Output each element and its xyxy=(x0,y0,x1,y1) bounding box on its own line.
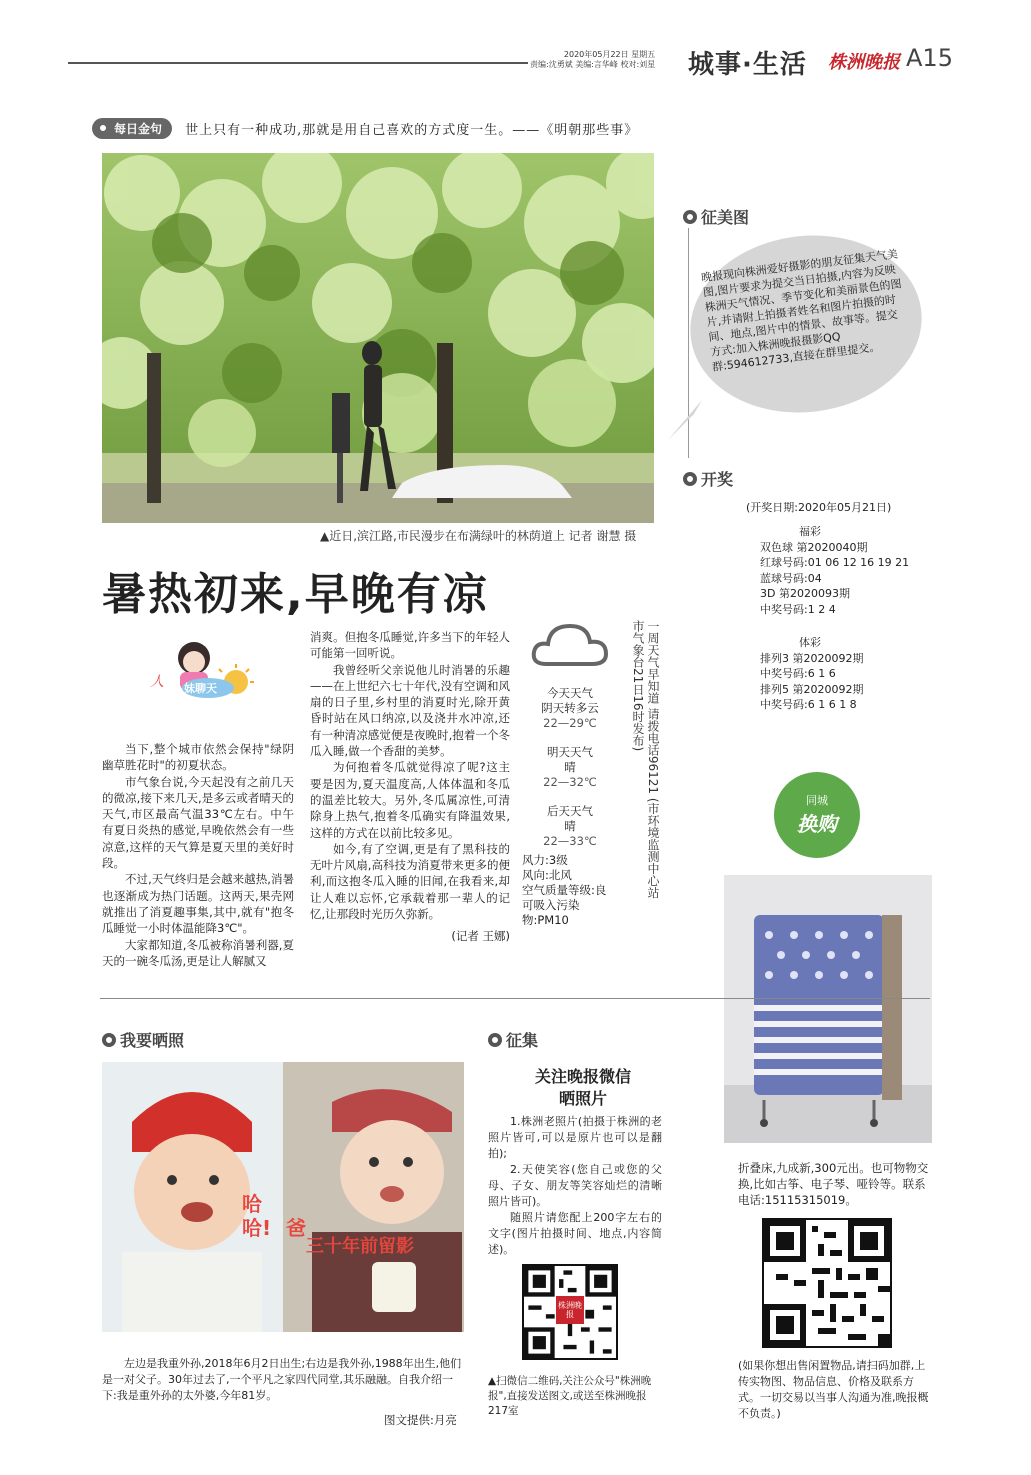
main-photo xyxy=(102,153,654,523)
share-photo-credit: 图文提供:月亮 xyxy=(384,1413,457,1427)
fucai-line: 双色球 第2020040期 xyxy=(760,540,868,554)
fucai-line: 中奖号码:1 2 4 xyxy=(760,602,836,616)
article-paragraph: 市气象台说,今天起没有之前几天的微凉,接下来几天,是多云或者晴天的天气,市区最高气温33℃左右。中午有夏日炎热的感觉,早晚依然会有一些凉意,这样的天气算是夏天里的美好时段。 xyxy=(102,774,294,871)
article-column-2 xyxy=(310,629,510,945)
ticai-line: 中奖号码:6 1 6 xyxy=(760,667,836,681)
zhengji-item: 1.株洲老照片(拍摄于株洲的老照片皆可,可以是原片也可以是翻拍); xyxy=(488,1115,662,1160)
kaijiang-heading xyxy=(683,467,733,490)
section-title: 城事·生活 xyxy=(688,50,807,80)
folding-bed-illustration xyxy=(724,875,932,1143)
column-badge-label: 妹聊天 xyxy=(184,682,217,695)
lottery-ticai xyxy=(760,635,930,713)
kaijiang-title: 开奖 xyxy=(701,470,734,489)
weather-hotline: 一周天气早知道 请拨电话96121 xyxy=(646,620,660,794)
weather-tomorrow-cond: 晴 xyxy=(564,760,576,774)
fucai-title: 福彩 xyxy=(799,525,821,538)
swap-badge xyxy=(774,772,860,858)
ticai-line: 中奖号码:6 1 6 1 8 xyxy=(760,698,857,712)
bubble-tail-icon xyxy=(664,400,704,440)
weather-source: (市环境监测中心站 市气象台21日16时发布) xyxy=(631,620,660,899)
page-number: A15 xyxy=(906,44,953,72)
weather-vertical-note xyxy=(620,620,660,900)
share-photo-heading xyxy=(102,1028,184,1051)
weather-box xyxy=(522,618,618,978)
zhengji-subtitle-2: 晒照片 xyxy=(558,1089,607,1108)
article-paragraph: 消爽。但抱冬瓜睡觉,许多当下的年轻人可能第一回听说。 xyxy=(310,630,510,661)
share-photo-caption: 左边是我重外孙,2018年6月2日出生;右边是我外孙,1988年出生,他们是一对父子。30年过去了,一个平凡之家四代同堂,其乐融融。自我介绍一下:我是重外孙的太外婆,今年81岁。 xyxy=(102,1357,462,1402)
section-divider xyxy=(100,998,930,999)
header-date: 2020年05月22日 星期五 xyxy=(563,50,656,59)
share-photo-image xyxy=(102,1062,464,1332)
lottery-fucai xyxy=(760,524,930,618)
zhengji-item: 2.天使笑容(您自己或您的父母、子女、朋友等笑容灿烂的清晰照片皆可)。 xyxy=(488,1163,662,1208)
weather-today-temp: 22—29℃ xyxy=(543,716,597,730)
article-paragraph: 为何抱着冬瓜就觉得凉了呢?这主要是因为,夏天温度高,人体体温和冬瓜的温差比较大。另外,冬瓜属凉性,可清除身上热气,抱着冬瓜确实有降温效果,这样的方式在以前比较多见。 xyxy=(310,760,510,840)
two-babies-illustration xyxy=(102,1062,464,1332)
daily-quote xyxy=(92,118,652,140)
weather-wind-force: 风力:3级 xyxy=(522,853,568,867)
section-dot-icon xyxy=(102,1033,116,1047)
zheng-meitu-text: 晚报现向株洲爱好摄影的朋友征集天气美图,图片要求为提交当日拍摄,内容为反映株洲天气情况、季节变化和美丽景色的图片,并请附上拍摄者姓名和图片拍摄的时间、地点,图片中的情景、故事等。提交方式:加入株洲晚报摄影QQ群:594612733,直接在群里提交。 xyxy=(700,247,903,374)
zhengji-title: 征集 xyxy=(506,1031,539,1050)
qr-code-group[interactable] xyxy=(762,1218,892,1348)
zhengji-heading xyxy=(488,1028,538,1051)
svg-text:人: 人 xyxy=(150,674,164,690)
wechat-qr-caption: ▲扫微信二维码,关注公众号"株洲晚报",直接发送图文,或送至株洲晚报217室 xyxy=(488,1375,652,1417)
overlay-dad: 爸 xyxy=(286,1216,306,1240)
ticai-line: 排列3 第2020092期 xyxy=(760,651,864,665)
folding-bed-photo xyxy=(724,875,932,1143)
weather-today-cond: 阴天转多云 xyxy=(541,701,599,715)
main-photo-caption: ▲近日,滨江路,市民漫步在布满绿叶的林荫道上 记者 谢慧 摄 xyxy=(320,529,637,543)
section-dot-icon xyxy=(683,210,697,224)
weather-wind-dir: 风向:北风 xyxy=(522,868,572,882)
column-badge xyxy=(146,636,256,708)
weather-pollutant: 可吸入污染物:PM10 xyxy=(522,898,580,927)
article-paragraph: 不过,天气终归是会越来越热,消暑也逐渐成为热门话题。这两天,果壳网就推出了消夏趣事集,其中,就有"抱冬瓜睡觉一小时体温能降3℃"。 xyxy=(102,872,294,936)
ticai-line: 排列5 第2020092期 xyxy=(760,682,864,696)
article-paragraph: 大家都知道,冬瓜被称消暑利器,夏天的一碗冬瓜汤,更是让人解腻又 xyxy=(102,937,294,968)
article-paragraph: 如今,有了空调,更是有了黑科技的无叶片风扇,高科技为消夏带来更多的便利,而这抱冬瓜入睡的旧闻,在我看来,却让人难以忘怀,它承载着那一辈人的记忆,让那段时光历久弥新。 xyxy=(310,841,510,922)
cartoon-avatar-icon xyxy=(146,636,256,708)
fucai-line: 蓝球号码:04 xyxy=(760,571,822,585)
qr-center-logo: 株洲晚报 xyxy=(556,1296,584,1324)
weather-after-cond: 晴 xyxy=(564,819,576,833)
article-column-1 xyxy=(102,741,294,969)
article-headline: 暑热初来,早晚有凉 xyxy=(102,569,489,620)
weather-air: 空气质量等级:良 xyxy=(522,883,607,897)
fucai-line: 3D 第2020093期 xyxy=(760,587,850,601)
overlay-30-years: 三十年前留影 xyxy=(306,1236,414,1257)
swap-note: (如果你想出售闲置物品,请扫码加群,上传实物图、物品信息、价格及联系方式。一切交易以当事人沟通为准,晚报概不负责。) xyxy=(738,1359,929,1420)
zhengji-subtitle-1: 关注晚报微信 xyxy=(534,1067,631,1086)
swap-text: 折叠床,九成新,300元出。也可物物交换,比如古筝、电子琴、哑铃等。联系电话:15115315019。 xyxy=(738,1161,929,1207)
article-paragraph: 我曾经听父亲说他儿时消暑的乐趣——在上世纪六七十年代,没有空调和风扇的日子里,乡村里的消夏时光,除开黄昏时站在风口纳凉,以及浇井水冲凉,还有一种清凉感觉便是夜晚时,抱着一个冬瓜入睡,做一个香甜的美梦。 xyxy=(310,662,510,759)
swap-badge-top: 同城 xyxy=(806,794,828,807)
header-meta xyxy=(530,50,655,70)
newspaper-logo: 株洲晚报 xyxy=(828,52,900,73)
zheng-meitu-title: 征美图 xyxy=(701,208,750,227)
section-dot-icon xyxy=(683,472,697,486)
qr-code-icon xyxy=(764,1220,890,1346)
section-dot-icon xyxy=(488,1033,502,1047)
tree-lined-road-illustration xyxy=(102,153,654,523)
weather-after-label: 后天天气 xyxy=(547,804,593,818)
zheng-meitu-heading xyxy=(683,205,749,228)
swap-badge-main: 换购 xyxy=(797,812,837,836)
weather-tomorrow-temp: 22—32℃ xyxy=(543,775,597,789)
cloud-icon xyxy=(530,618,610,670)
zhengji-item: 随照片请您配上200字左右的文字(图片拍摄时间、地点,内容简述)。 xyxy=(488,1211,662,1256)
weather-today-label: 今天天气 xyxy=(547,686,593,700)
daily-quote-text: 世上只有一种成功,那就是用自己喜欢的方式度一生。——《明朝那些事》 xyxy=(185,123,639,138)
overlay-haha: 哈哈! xyxy=(242,1192,272,1240)
ticai-title: 体彩 xyxy=(799,636,821,649)
article-byline: (记者 王娜) xyxy=(451,929,510,944)
zhengji-text xyxy=(488,1114,662,1258)
header-editors: 责编:沈勇斌 美编:言华峰 校对:刘星 xyxy=(530,60,656,69)
article-paragraph: 当下,整个城市依然会保持"绿阴幽草胜花时"的初夏状态。 xyxy=(102,742,294,773)
daily-quote-label: 每日金句 xyxy=(92,118,172,139)
zhengji-subtitle xyxy=(488,1066,678,1110)
lottery-date: (开奖日期:2020年05月21日) xyxy=(746,501,892,514)
weather-tomorrow-label: 明天天气 xyxy=(547,745,593,759)
share-photo-title: 我要晒照 xyxy=(120,1031,185,1050)
fucai-line: 红球号码:01 06 12 16 19 21 xyxy=(760,556,910,570)
wechat-qr-code[interactable] xyxy=(522,1264,618,1360)
header-rule xyxy=(68,62,528,64)
weather-after-temp: 22—33℃ xyxy=(543,834,597,848)
